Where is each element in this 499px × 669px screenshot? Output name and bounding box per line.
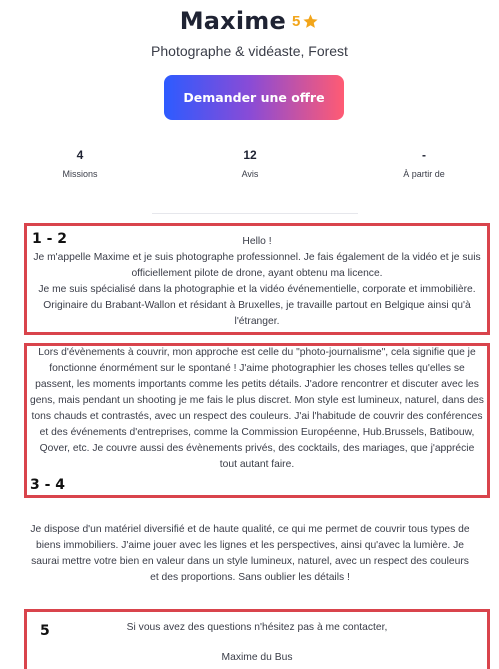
paragraph-text: Hello ! Je m'appelle Maxime et je suis photographe professionnel. Je fais également de la vidéo et je suis officiellement pilote de drone, ayant obtenu ma licence. Je me suis spécialisé dans la photographie et la vidéo événementielle, corporate et immobilière. Originaire du Brabant-Wallon et résidant à Bruxelles, je travaille partout en Belgique ainsi qu'à l'étranger. bbox=[33, 236, 481, 327]
stat-reviews[interactable] bbox=[190, 148, 310, 179]
stats-row bbox=[0, 148, 499, 188]
profile-subtitle: Photographe & vidéaste, Forest bbox=[151, 43, 348, 59]
stat-label: Missions bbox=[62, 169, 98, 179]
annotation-label-1-2: 1 - 2 bbox=[32, 231, 68, 247]
stat-value: 12 bbox=[243, 148, 257, 162]
stat-label: À partir de bbox=[403, 169, 445, 179]
star-icon bbox=[302, 13, 319, 30]
profile-name: Maxime bbox=[179, 7, 286, 35]
description-equipment: Je dispose d'un matériel diversifié et de haute qualité, ce qui me permet de couvrir tous types de biens immobiliers. J'aime jouer avec les lignes et les perspectives, ainsi qu'avec la lumière. Je saurai mettre votre bien en valeur dans un style lumineux, naturel, avec un respect des couleurs et des proportions. Sans oublier les détails ! bbox=[30, 524, 470, 583]
divider bbox=[152, 213, 358, 214]
description-intro bbox=[30, 234, 484, 330]
profile-header bbox=[0, 4, 499, 59]
stat-label: Avis bbox=[241, 169, 259, 179]
description-signature: Maxime du Bus bbox=[221, 652, 293, 663]
stat-starting-price bbox=[364, 148, 484, 179]
stat-missions bbox=[20, 148, 140, 179]
name-row bbox=[0, 4, 499, 38]
rating bbox=[292, 13, 319, 30]
stat-value: - bbox=[422, 148, 426, 162]
stat-value: 4 bbox=[76, 148, 84, 162]
annotation-label-3-4: 3 - 4 bbox=[30, 477, 66, 493]
description-approach: Lors d'évènements à couvrir, mon approche est celle du "photo-journalisme", cela signifie que je fonctionne énormément sur le spontané ! J'aime photographier les choses telles qu'elles se passent, les moments importants comme les petits détails. J'adore rencontrer et discuter avec les gens, mais pendant un shooting je me fais le plus discret. Mon style est lumineux, naturel, dans des tons chauds et contrastés, avec un respect des couleurs. J'ai l'habitude de couvrir des conférences et des événements d'entreprises, comme la Commission Européenne, Hub.Brussels, Batibouw, Qover, etc. Je couvre aussi des évènements privés, des cocktails, des mariages, que j'apprécie tout autant faire. bbox=[30, 347, 484, 470]
request-offer-button[interactable]: Demander une offre bbox=[164, 75, 344, 120]
description-contact: Si vous avez des questions n'hésitez pas à me contacter, bbox=[126, 622, 388, 633]
rating-value: 5 bbox=[291, 12, 301, 30]
annotation-label-5: 5 bbox=[40, 623, 50, 639]
